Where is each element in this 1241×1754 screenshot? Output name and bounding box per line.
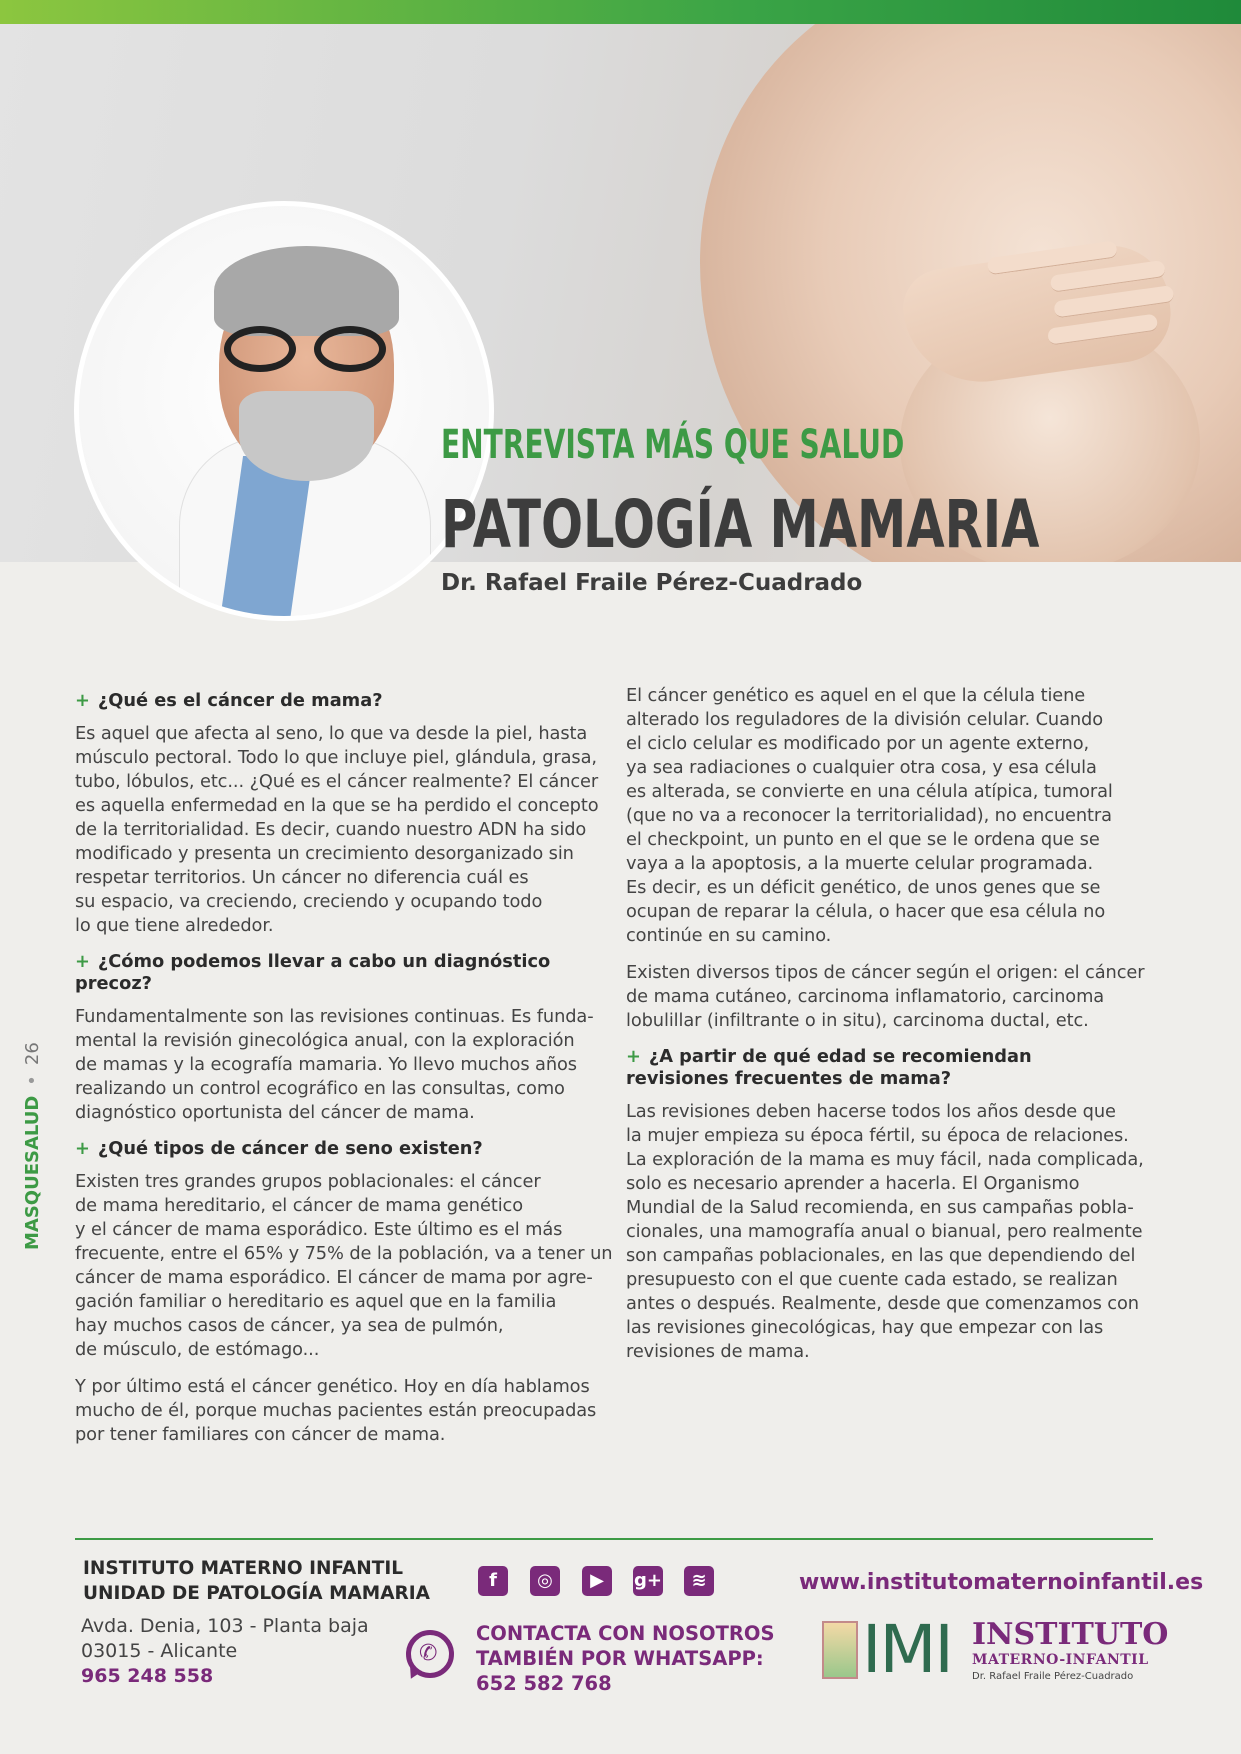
page-title: PATOLOGÍA MAMARIA [441,486,1040,563]
plus-icon: + [75,1138,90,1159]
paragraph-line: es aquella enfermedad en la que se ha perdido el concepto [75,795,599,816]
paragraph [626,684,1166,948]
phone-icon: ✆ [419,1641,438,1666]
magazine-name: MASQUESALUD [22,1095,43,1250]
paragraph-line: Existen diversos tipos de cáncer según el origen: el cáncer [626,962,1145,983]
paragraph [75,722,615,938]
paragraph-line: gación familiar o hereditario es aquel que en la familia [75,1291,557,1312]
doctor-hair [214,246,399,336]
paragraph [626,1100,1166,1364]
doctor-portrait [74,201,494,621]
instagram-icon[interactable]: ◎ [530,1566,560,1596]
logo-materno: MATERNO-INFANTIL [972,1652,1149,1668]
plus-icon: + [75,690,90,711]
paragraph-line: Y por último está el cáncer genético. Hoy en día hablamos [75,1376,590,1397]
whatsapp-line-1: CONTACTA CON NOSOTROS [476,1622,775,1645]
logo-imi: IMI [862,1611,952,1688]
paragraph-line: la mujer empieza su época fértil, su época de relaciones. [626,1125,1129,1146]
paragraph-line: las revisiones ginecológicas, hay que empezar con las [626,1317,1104,1338]
finger [1047,314,1158,346]
org-line-1: INSTITUTO MATERNO INFANTIL [83,1558,404,1579]
plus-icon: + [626,1046,641,1067]
paragraph-line: músculo pectoral. Todo lo que incluye piel, glándula, grasa, [75,747,597,768]
paragraph-line: realizando un control ecográfico en las consultas, como [75,1078,565,1099]
imi-logo [822,1611,1169,1688]
paragraph-line: mental la revisión ginecológica anual, con la exploración [75,1030,575,1051]
facebook-icon[interactable]: f [478,1566,508,1596]
paragraph-line: de la territorialidad. Es decir, cuando nuestro ADN ha sido [75,819,587,840]
paragraph-line: es alterada, se convierte en una célula atípica, tumoral [626,781,1113,802]
question-heading [75,690,615,712]
left-column [75,690,615,1460]
paragraph-line: son campañas poblacionales, en las que dependiendo del [626,1245,1136,1266]
google-plus-icon[interactable]: g+ [633,1566,663,1596]
phone-number[interactable]: 965 248 558 [81,1665,214,1687]
paragraph-line: lo que tiene alrededor. [75,915,274,936]
logo-doctor: Dr. Rafael Fraile Pérez-Cuadrado [972,1671,1134,1682]
glasses [204,326,404,374]
whatsapp-line-2: TAMBIÉN POR WHATSAPP: [476,1647,764,1670]
paragraph-line: presupuesto con el que cuente cada estado, se realizan [626,1269,1118,1290]
paragraph-line: Es aquel que afecta al seno, lo que va desde la piel, hasta [75,723,588,744]
footer-divider [75,1538,1153,1540]
address-line-2: 03015 - Alicante [81,1640,238,1662]
question-text: ¿Qué es el cáncer de mama? [97,690,383,711]
paragraph-line: Existen tres grandes grupos poblacionales: el cáncer [75,1171,541,1192]
question-text-continued: revisiones frecuentes de mama? [626,1068,952,1089]
paragraph-line: Fundamentalmente son las revisiones continuas. Es funda- [75,1006,594,1027]
whatsapp-icon[interactable] [406,1630,454,1678]
question-heading [75,1138,615,1160]
paragraph-line: La exploración de la mama es muy fácil, nada complicada, [626,1149,1144,1170]
logo-instituto: INSTITUTO [972,1617,1169,1652]
paragraph-line: continúe en su camino. [626,925,832,946]
paragraph-line: el ciclo celular es modificado por un agente externo, [626,733,1090,754]
question-heading [75,951,615,995]
paragraph-line: modificado y presenta un crecimiento desorganizado sin [75,843,574,864]
paragraph-line: de mamas y la ecografía mamaria. Yo llevo muchos años [75,1054,577,1075]
paragraph-line: El cáncer genético es aquel en el que la célula tiene [626,685,1086,706]
paragraph-line: revisiones de mama. [626,1341,810,1362]
glasses-lens-right [314,326,386,372]
paragraph [75,1170,615,1362]
right-column [626,684,1166,1377]
paragraph-line: respetar territorios. Un cáncer no diferencia cuál es [75,867,529,888]
address-line-1: Avda. Denia, 103 - Planta baja [81,1615,369,1637]
paragraph-line: y el cáncer de mama esporádico. Este último es el más [75,1219,563,1240]
question-text: ¿Cómo podemos llevar a cabo un diagnóstico precoz? [75,951,551,994]
paragraph-line: cáncer de mama esporádico. El cáncer de mama por agre- [75,1267,593,1288]
logo-mark-icon [822,1621,858,1679]
paragraph-line: (que no va a reconocer la territorialidad), no encuentra [626,805,1112,826]
youtube-icon[interactable]: ▶ [582,1566,612,1596]
paragraph-line: Mundial de la Salud recomienda, en sus campañas pobla- [626,1197,1134,1218]
paragraph-line: vaya a la apoptosis, a la muerte celular programada. [626,853,1094,874]
paragraph-line: lobulillar (infiltrante o in situ), carcinoma ductal, etc. [626,1010,1089,1031]
paragraph-line: de mama cutáneo, carcinoma inflamatorio, carcinoma [626,986,1105,1007]
paragraph-line: diagnóstico oportunista del cáncer de mama. [75,1102,475,1123]
paragraph-line: el checkpoint, un punto en el que se le ordena que se [626,829,1100,850]
separator-dot: • [22,1075,43,1086]
organization-name [83,1556,430,1606]
paragraph-line: Es decir, es un déficit genético, de unos genes que se [626,877,1101,898]
glasses-lens-left [224,326,296,372]
sidebar-text [22,1030,43,1250]
paragraph [75,1005,615,1125]
section-kicker: ENTREVISTA MÁS QUE SALUD [441,422,905,468]
question-text: ¿Qué tipos de cáncer de seno existen? [97,1138,483,1159]
paragraph-line: por tener familiares con cáncer de mama. [75,1424,446,1445]
page-number: 26 [22,1042,43,1066]
paragraph-line: de mama hereditario, el cáncer de mama genético [75,1195,523,1216]
paragraph-line: ya sea radiaciones o cualquier otra cosa, y esa célula [626,757,1097,778]
whatsapp-contact [476,1621,775,1696]
doctor-beard [239,391,374,481]
paragraph-line: Las revisiones deben hacerse todos los años desde que [626,1101,1116,1122]
plus-icon: + [75,951,90,972]
paragraph-line: hay muchos casos de cáncer, ya sea de pulmón, [75,1315,504,1336]
author-name: Dr. Rafael Fraile Pérez-Cuadrado [441,570,863,596]
paragraph-line: ocupan de reparar la célula, o hacer que esa célula no [626,901,1106,922]
paragraph-line: mucho de él, porque muchas pacientes están preocupadas [75,1400,597,1421]
paragraph [75,1375,615,1447]
question-text: ¿A partir de qué edad se recomiendan [648,1046,1032,1067]
address-block [81,1614,369,1689]
website-link[interactable]: www.institutomaternoinfantil.es [799,1570,1204,1595]
paragraph-line: de músculo, de estómago... [75,1339,320,1360]
paragraph-line: frecuente, entre el 65% y 75% de la población, va a tener un [75,1243,613,1264]
paragraph-line: tubo, lóbulos, etc... ¿Qué es el cáncer realmente? El cáncer [75,771,599,792]
whatsapp-number[interactable]: 652 582 768 [476,1672,612,1695]
paragraph-line: alterado los reguladores de la división celular. Cuando [626,709,1104,730]
paragraph [626,961,1166,1033]
sidebar-label [22,1030,48,1250]
question-heading [626,1046,1166,1090]
paragraph-line: su espacio, va creciendo, creciendo y ocupando todo [75,891,543,912]
org-line-2: UNIDAD DE PATOLOGÍA MAMARIA [83,1583,430,1604]
spotify-icon[interactable]: ≋ [684,1566,714,1596]
paragraph-line: solo es necesario aprender a hacerla. El Organismo [626,1173,1080,1194]
paragraph-line: cionales, una mamografía anual o bianual, pero realmente [626,1221,1143,1242]
paragraph-line: antes o después. Realmente, desde que comenzamos con [626,1293,1139,1314]
top-color-bar [0,0,1241,24]
